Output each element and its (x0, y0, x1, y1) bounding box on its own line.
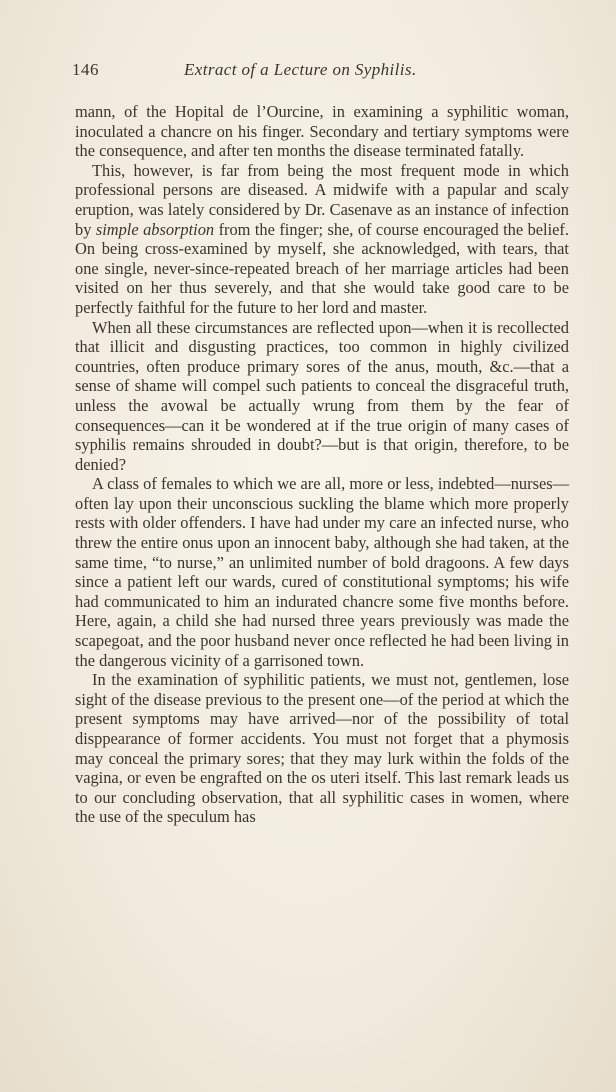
paragraph-2 (75, 161, 569, 318)
paragraph-4-text: A class of females to which we are all, more or less, indebted—nurses—often lay upon their unconscious suckling the blame which more properly rests with older offenders. I have had under my care an infected nurse, who threw the entire onus upon an innocent baby, although she had taken, at the same time, “to nurse,” an unlimited number of bold dragoons. A few days since a patient left our wards, cured of constitutional symptoms; his wife had communicated to him an indurated chancre some five months before. Here, again, a child she had nursed three years previously was made the scapegoat, and the poor husband never once reflected he had been living in the dangerous vicinity of a garrisoned town. (75, 474, 569, 670)
page-header (72, 57, 542, 83)
paragraph-3 (75, 318, 569, 475)
paragraph-1-text: mann, of the Hopital de l’Ourcine, in examining a syphilitic woman, inoculated a chancre on his finger. Secondary and tertiary symptoms were the consequence, and after ten months the disease terminated fatally. (75, 102, 569, 161)
paragraph-5 (75, 670, 569, 827)
body-text (75, 102, 569, 827)
running-title: Extract of a Lecture on Syphilis. (184, 60, 417, 79)
paragraph-3-text: When all these circumstances are reflected upon—when it is recollected that illicit and disgusting practices, too common in highly civilized countries, often produce primary sores of the anus, mouth, &c.—that a sense of shame will compel such patients to conceal the disgraceful truth, unless the avowal be actually wrung from them by the fear of consequences—can it be wondered at if the true origin of many cases of syphilis remains shrouded in doubt?—but is that origin, therefore, to be denied? (75, 317, 569, 474)
paragraph-4 (75, 474, 569, 670)
paragraph-2-italic-phrase: simple absorption (95, 219, 215, 239)
paragraph-2-text-end: from the finger; she, of course encouraged the belief. On being cross-examined by myself, she acknowledged, with tears, that one single, never-since-repeated breach of her marriage articles had been visited on her thus severely, and that she would take good care to be perfectly faithful for the future to her lord and master. (75, 219, 569, 317)
paragraph-2-text-start: This, however, is far from being the most frequent mode in which professional persons are diseased. A midwife with a papular and scaly eruption, was lately considered by Dr. Casenave as an instance of infection by (75, 160, 569, 239)
paragraph-1 (75, 102, 569, 161)
page-number: 146 (72, 60, 99, 79)
paragraph-5-text: In the examination of syphilitic patients, we must not, gentlemen, lose sight of the disease previous to the present one—of the period at which the present symptoms may have arrived—nor of the possibility of total disppearance of former accidents. You must not forget that a phymosis may conceal the primary sores; that they may lurk within the folds of the vagina, or even be engrafted on the os uteri itself. This last remark leads us to our concluding observation, that all syphilitic cases in women, where the use of the speculum has (75, 670, 569, 827)
